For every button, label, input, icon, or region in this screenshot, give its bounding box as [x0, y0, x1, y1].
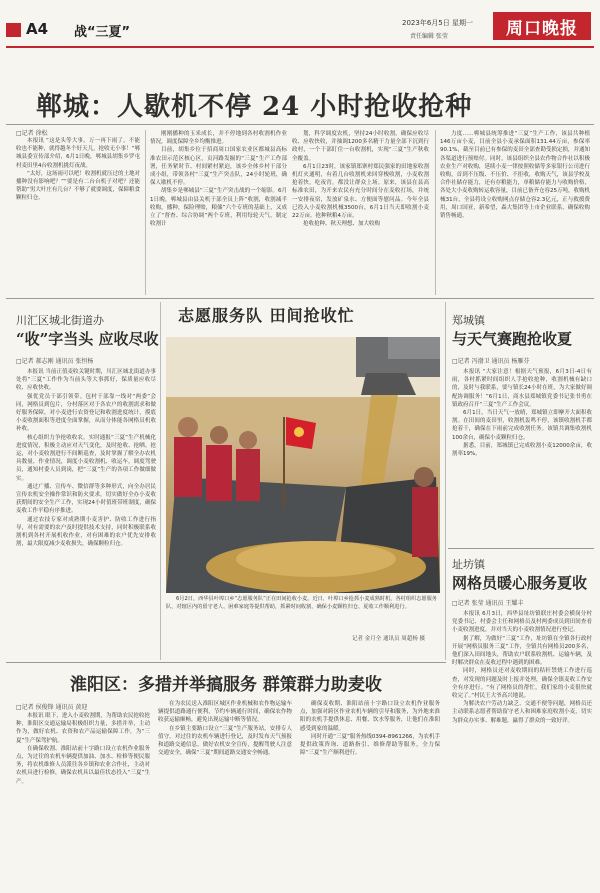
- harvest-photo: [166, 337, 440, 593]
- bottom-story-col-2: [158, 700, 292, 888]
- column-rule: [435, 130, 436, 295]
- paragraph: 6月1日23时，该家镇郑寨村郑民强家的田地家收割机灯火通明，有着几台收割机来回穿梭收割，小麦收割抢着快，吃夜宵，都没让群众上场。原来，该县在县高标准农田，为开来农民有充分时间分在麦收打场，并统一安排夜宿，发放矿泉水、方便面等慰问品。今年全县已投入小麦收割机械3500台，6月1日当天即收割小麦22万亩。抢种秋粮4万亩。: [292, 163, 429, 220]
- paragraph: 通过农技专家对成熟期小麦害护、防收工作进行指导，对有需要的农户及时提供技术支持，同时积极联系收割机到各村开展机收作业，对有困难的农户优先安排收割，最大限度减少麦收损失，确保颗粒归仓。: [16, 516, 156, 548]
- headline-rule: [6, 124, 594, 125]
- paragraph: 目前，胡集乡位于招商周口国家农业区都城县高标准农田示范区核心区，贡河路发掘的“三夏”生产工作部署，任务紧时节、村间紧村紧迫，该乡全体乡村干部分成小组，带领各村“三夏”生产突击队，24小时轮班，确保人歇机不停。: [150, 147, 287, 187]
- left-story-kicker: 川汇区城北街道办: [16, 314, 104, 327]
- bottom-story-col-1: [16, 712, 150, 888]
- top-article-col-4: [440, 130, 590, 295]
- section-rule: [6, 298, 594, 299]
- paragraph: 划，科学调度农机，坚持24小时收割，确保应收尽收、应收快收，并抽调1200多名精干力量全部下沉到行政村，一个干部盯住一台收割机，实现“三夏”生产秋收全覆盖。: [292, 131, 429, 162]
- paragraph: 本报讯 眼下，进入小麦收割期，为帮助农民抢收抢种，淮阳区交通运输局积极组织力量，多措并举，主动作为，做好农机、农资和农产品运输保障工作，为“三夏”生产保驾护航。: [16, 713, 150, 744]
- paragraph: “太好，这场雨可以吧！收割机就压过的土地对播种没有影响吧？”“要是有二台台机子对吧？还能帮助”男大叶庄有几台？不够了就要调度，保障粮食颗粒归仓。: [16, 170, 140, 202]
- photo-caption: 6月2日，西华县叶埠口乡“志愿服务队”正在田间抢收小麦。近日，叶埠口乡抢抓小麦成熟时机，各村组织志愿服务队，对辖区内的留守老人、困难家庭等提供帮助，抓紧时间收割，确保小麦颗粒归仓、夏收工作顺利进行。: [166, 596, 437, 610]
- responsible-editor: 责任编辑 张莹: [410, 33, 448, 40]
- section-rule: [448, 548, 594, 549]
- right-story-1-title: 与天气赛跑抢收夏: [452, 330, 573, 348]
- section-title: 战“三夏”: [74, 25, 131, 40]
- paragraph: 核心组织力争抢收收农。实时通报“三夏”生产机械化进度情况，积极主动应对天气变化，及时抢收、抢晒、抢运，对小麦收割进行不间断巡查，及时掌握了解全办农机具数量、作业情况，调度小麦收割机、收运车，调度驾驶员，通知村委人员到岗，把“三夏”生产的各项工作做细做实。: [16, 434, 156, 482]
- left-story-byline: □记者 郝志刚 通讯员 张恒杨: [16, 358, 94, 365]
- top-article-col-3: [292, 130, 429, 295]
- left-story-title: “收”字当头 应收尽收: [16, 330, 159, 348]
- paragraph: 力度……郸城县统筹推进“三夏”生产工作，该县共种植146万亩小麦，目前全县小麦承保面积131.44万亩，参保率90.1%，截至目前已有参保的麦田全部查勘受损定损，并通知各渠道进行预赔付。同时，该县组织全县农作物合作社以积极农业生产对收购，延续小麦一律按照收储等多家银行公司进行收购，首到不压级、不压价、不拒收，收购天气，该县学校及合作社储存能力，还有存粮能力，单粮储存能力与收购价格，各处大小麦收购转运收容量，目前已备齐仓容25万吨，收购机械31台，全县将设立收购网点存储仓容2.3亿元，正与救援费用，周口国亚，新希望，森大集团等上市企业联系，确保收购销售畅通。: [440, 131, 590, 220]
- right-story-2-title: 网格员暖心服务夏收: [452, 574, 588, 592]
- column-rule: [445, 302, 446, 660]
- paragraph: 本报讯 6月3日，西华县址坊镇联庄村委会横岗分村党委书记、村委会主任和网格员及村两委成员到田间查看小麦收割进度，并对当天的小麦收割情况进行登记。: [452, 611, 592, 634]
- right-story-2-body: [452, 610, 592, 886]
- page-number: A4: [26, 20, 49, 38]
- paragraph: 本报讯 “大家注意！根据天气预报，6月3日-4日有雨，各村抓紧时间组织人手抢收抢种，收割机械有缺口的，及时与我联系，要与镇长24小时在班，为大家做好调配协调服务！”6月1日，商水县郑城镇党委书记张书勇在镇政府召开“三夏”生产工作会议。: [452, 369, 592, 408]
- top-article-col-1: [16, 137, 140, 294]
- newspaper-logo: 周口晚报: [493, 12, 591, 40]
- bottom-story-byline: □记者 侯俊锋 通讯员 黄迎: [16, 704, 88, 711]
- right-story-1-kicker: 郑城镇: [452, 314, 485, 327]
- paragraph: 在确保收割、淮阳站前十字路口设立农机作业服务点，为过往的农机车辆提供加油、加水、检修等便民服务，将农机维修人员派往各乡镇和农业合作社，主动对农机具进行检修，确保农机具以最佳状态投入“三夏”生产。: [16, 745, 150, 785]
- bottom-story-col-3: [300, 700, 440, 888]
- paragraph: 6月1日，当日天气一放晴，郑城镇立即摩开大面积收割。在田间的麦田里，收割机轰鸣不停，该镇收割机手都抢着干，确保在下雨前完成收割任务。该镇共调集收割机100余台，确保小麦颗粒归仓。: [452, 410, 592, 441]
- bottom-story-title: 淮阳区：多措并举搞服务 群策群力助麦收: [70, 675, 382, 695]
- column-rule: [145, 130, 146, 295]
- right-story-2-byline: □记者 张莹 通讯员 王耀丰: [452, 600, 524, 607]
- top-article-col-2: [150, 130, 287, 295]
- paragraph: 刚刚播种的玉米成长，并不停地到各村收割机作业情况，调度保障全乡均衡推进。: [150, 131, 287, 146]
- photo-story-title: 志愿服务队 田间抢收忙: [178, 306, 355, 325]
- paragraph: 据了解，为做好“三夏”工作，址坊镇在全镇各行政村开展“网格员服务三夏”工作，全镇共有网格员200多名，他们深入田间地头，帮助农户联系收割机、运输车辆，及时解决群众在麦收过程中遇到的困难。: [452, 635, 592, 667]
- paragraph: 为解决农户劳动力缺乏、交通不便等问题，网格员还主动联系志愿者帮助留守老人和困难家庭收割小麦，切实为群众办实事、解难题，赢得了群众的一致好评。: [452, 701, 592, 724]
- section-rule: [6, 662, 446, 663]
- main-headline: 郸城：人歇机不停 24 小时抢收抢种: [36, 92, 473, 122]
- right-story-1-body: [452, 368, 592, 544]
- paragraph: 抢收抢种、秋天理想、加大收购: [303, 221, 381, 228]
- paragraph: 同时开通“三夏”服务热线0394-8961266，为农机手提供政策咨询、道路指引、维修帮助等服务，全力保障“三夏”生产顺利进行。: [300, 733, 440, 757]
- photo-credit: 记者 金月全 通讯员 周超杨 摄: [352, 636, 425, 642]
- column-rule: [160, 302, 161, 660]
- paragraph: 据悉，目前，郑城镇已完成收割小麦12000余亩，收割率19%。: [452, 442, 592, 458]
- paragraph: 本报讯 当前正值麦收关键时期，川汇区城北街道办事处将“三夏”工作作为当前头等大事抓好，保质量应收尽收、应收快收。: [16, 369, 156, 392]
- top-article-byline: □记者 徐松: [16, 130, 48, 137]
- paragraph: 本报讯 “这是头等大事，万一再下雨了，不能收也不能种，就得越冬个好天儿，抢收无小事！”郸城县委宣传部介绍，6月1日晚，郸城县胡集乡罗屯村麦田里4台收割机挑灯夜战。: [16, 138, 140, 169]
- paragraph: 在为农民送入淮阳区城区作业机械和农作物运输车辆提供道路通行便利，节约车辆通行时间，确保农作物收获运输顺畅，避免出现运输中断等情况。: [158, 701, 292, 724]
- left-story-body: [16, 368, 156, 660]
- paragraph: 同时，网格员还对麦收期间的秸秆禁烧工作进行巡查，对发现的问题及时上报并处理，确保全镇麦收工作安全有序进行。“有了网格员的帮忙，我们家的小麦很快就收完了。”村民王大爷高兴地说。: [452, 668, 592, 700]
- right-story-1-byline: □记者 冯渤卫 通讯员 杨雁芬: [452, 358, 530, 365]
- paragraph: 胡集乡是郸城县“三夏”生产突击战的一个缩影。6月1日晚，郸城县由县关机于部全员上阵“收割，收割减半收购，播种，保险理赔，粮储”六个专班的基础上，又成立了“督查、综合协调”两个专班，利用每轮天气，制定收割计: [150, 188, 287, 228]
- right-story-2-kicker: 址坊镇: [452, 558, 485, 571]
- paragraph: 强优党员干部引领带。包村干部靠一线对“两委”会同，网格员到包片，分村落区对于各农户的收割需求和做好服务保障，对小麦进行农资登记和收割进度统计，摸底小麦收割面积等进度全面掌握，从而分体能各网格员机收补收。: [16, 393, 156, 433]
- paragraph: 在乡镇主要路口设立“三夏”生产服务站，安排专人值守，对过往的农机车辆进行登记，及时发布天气预报和道路交通信息，做好农机安全宣传，提醒驾驶人注意交通安全，确保“三夏”期间道路交通安全畅通。: [158, 725, 292, 757]
- header-rule: [6, 46, 594, 48]
- paragraph: 确保麦收期、淮阳站前十字路口设立农机作业服务点，加强对跨区作业农机车辆的引导和服务，为外地来淮阳的农机手提供休息、用餐、饮水等服务，让他们在淮阳感受到家的温暖。: [300, 701, 440, 732]
- paragraph: 通过广播、宣传车、微信群等多种形式，向全办居民宣传农机安全操作常识和防火要求，切实做好全办小麦收获期间的安全生产工作，实现24小时值班带班制度，确保麦收工作平稳有序推进。: [16, 483, 156, 515]
- issue-date: 2023年6月5日 星期一: [402, 19, 473, 27]
- section-marker: [6, 23, 21, 37]
